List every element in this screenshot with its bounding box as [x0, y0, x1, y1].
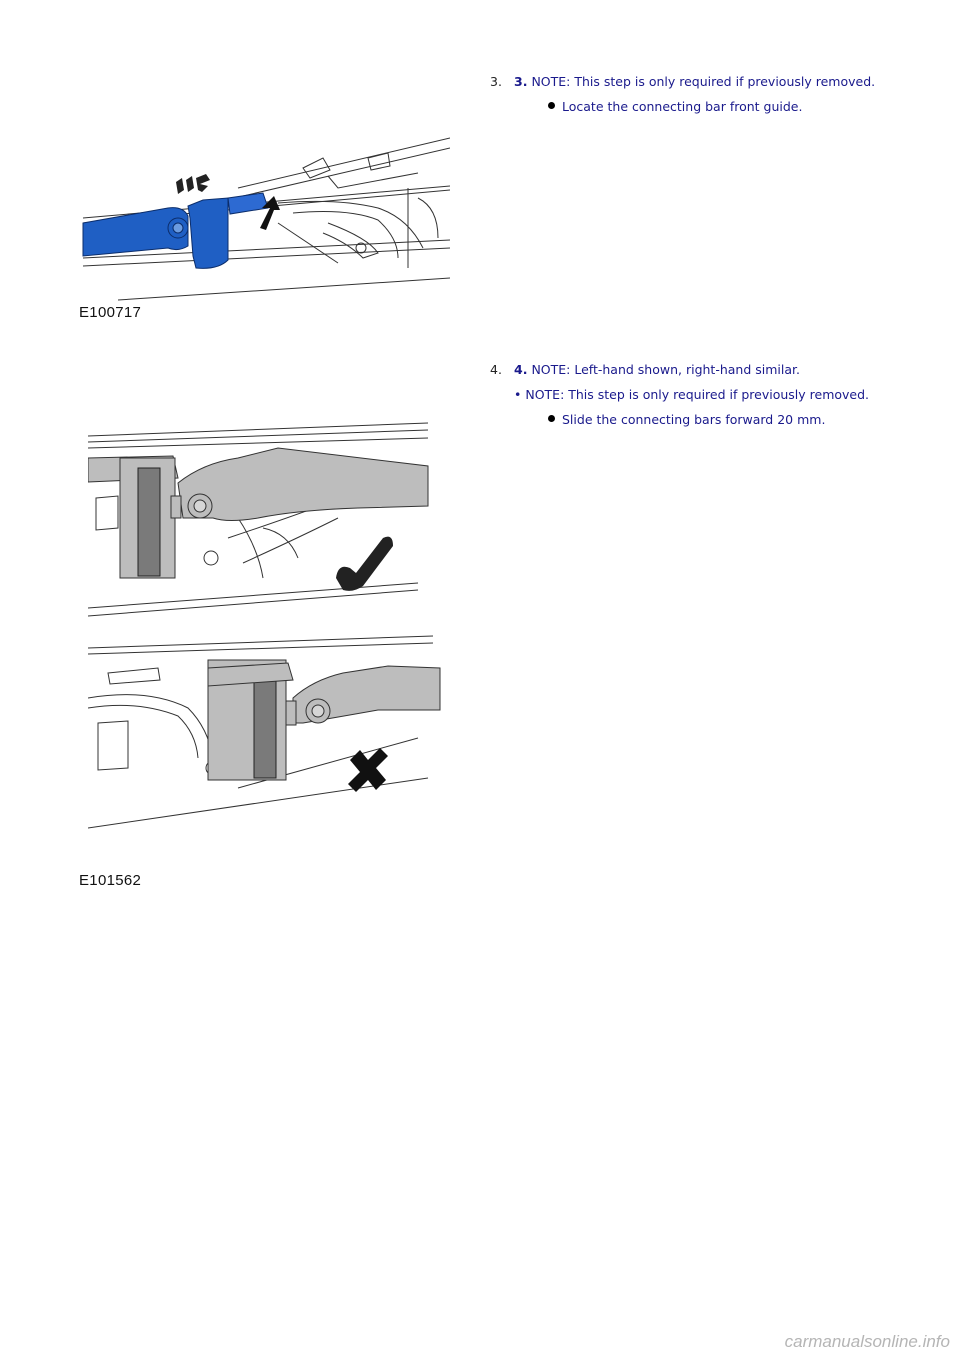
- connecting-bar-front-guide-illustration: [78, 128, 450, 303]
- step-3: [490, 74, 890, 114]
- sub-note: • NOTE: This step is only required if previously removed.: [514, 387, 870, 402]
- step-bold-number: 3.: [514, 74, 528, 89]
- watermark-footer: carmanualsonline.info: [784, 1332, 950, 1351]
- figure-e101562: [88, 418, 448, 830]
- bullet-item: Slide the connecting bars forward 20 mm.: [562, 412, 890, 427]
- figure-label: E101562: [79, 872, 142, 889]
- note-text: NOTE: Left-hand shown, right-hand similar.: [531, 362, 800, 377]
- step-note: [514, 362, 890, 377]
- step-note: [514, 74, 890, 89]
- step-number: 4.: [490, 362, 502, 377]
- step-bold-number: 4.: [514, 362, 528, 377]
- slide-connecting-bars-illustration: [88, 418, 448, 830]
- figure-label: E100717: [79, 304, 142, 321]
- figure-e100717: [78, 128, 450, 303]
- step-number: 3.: [490, 74, 502, 89]
- bullet-item: Locate the connecting bar front guide.: [562, 99, 890, 114]
- note-text: NOTE: This step is only required if previously removed.: [531, 74, 876, 89]
- step-4: [490, 362, 890, 427]
